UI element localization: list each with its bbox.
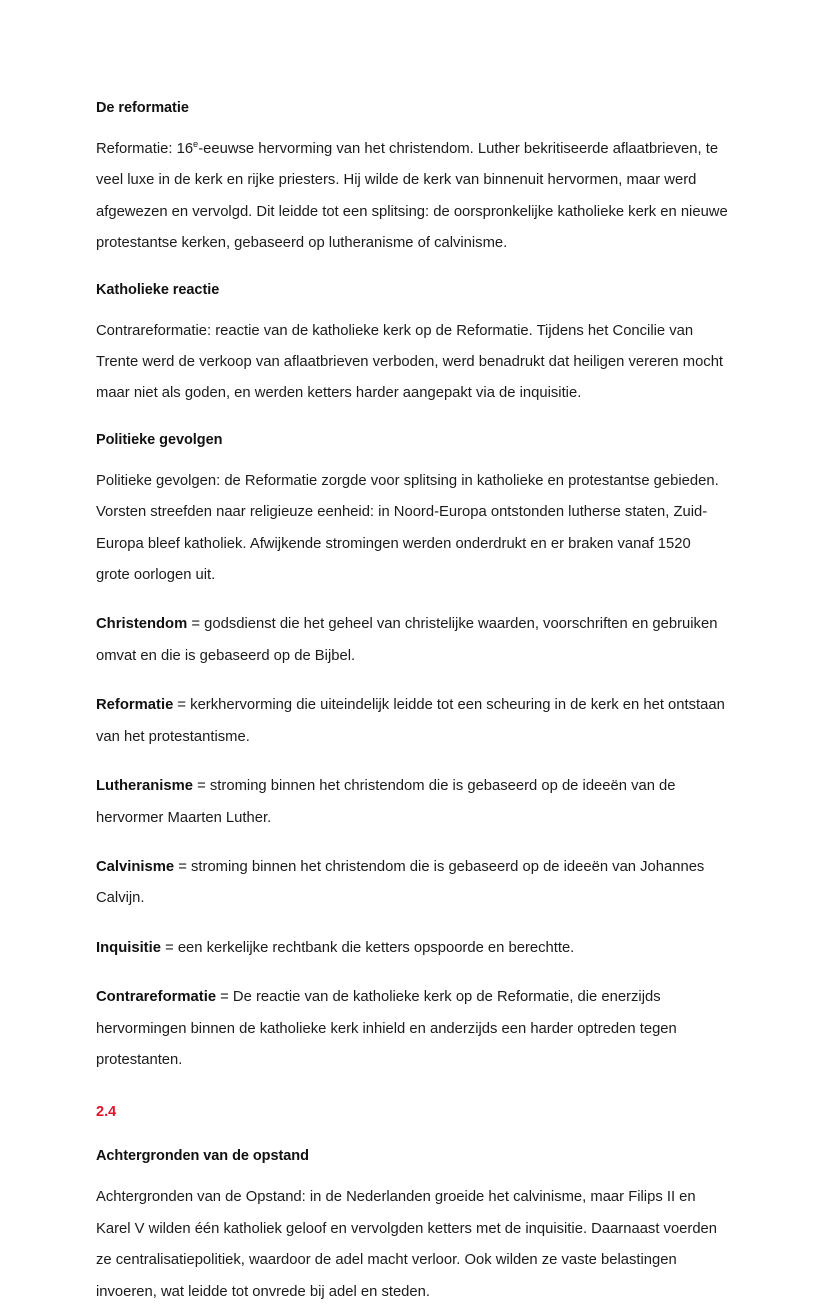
definition-text: = godsdienst die het geheel van christelijke waarden, voorschriften en gebruiken omvat en die is gebaseerd op de Bijbel. [96, 616, 718, 664]
definition-term: Calvinisme [96, 858, 175, 875]
heading-katholieke-reactie: Katholieke reactie [96, 281, 220, 298]
definition-text: = stroming binnen het christendom die is gebaseerd op de ideeën van Johannes Calvijn. [96, 858, 705, 907]
definition-term: Inquisitie [96, 939, 161, 956]
paragraph-katholieke-reactie: Contrareformatie: reactie van de katholieke kerk op de Reformatie. Tijdens het Concilie van Trente werd de verkoop van aflaatbrieven verboden, werd benadrukt dat heiligen vereren mocht maar niet als goden, en werden ketters harder aangepakt via de inquisitie. [96, 322, 724, 402]
heading-de-reformatie: De reformatie [96, 100, 189, 116]
paragraph-de-reformatie [96, 134, 728, 260]
definition-term: Christendom [96, 616, 188, 633]
definition-item [96, 852, 728, 915]
definition-term: Lutheranisme [96, 778, 194, 795]
definition-item [96, 771, 728, 834]
definition-term: Reformatie [96, 697, 174, 714]
paragraph-achtergronden-van-de-opstand: Achtergronden van de Opstand: in de Nederlanden groeide het calvinisme, maar Filips II en Karel V wilden één katholiek geloof en vervolgden ketters met de inquisitie. Daarnaast voerden ze centralisatiepolitiek, waardoor de adel macht verloor. Ook wilden ze vaste belastingen invoeren, wat leidde tot onvrede bij adel en steden. [96, 1189, 718, 1300]
definition-item [96, 690, 728, 753]
heading-politieke-gevolgen: Politieke gevolgen [96, 431, 223, 448]
paragraph-politieke-gevolgen: Politieke gevolgen: de Reformatie zorgde voor splitsing in katholieke en protestantse gebieden. Vorsten streefden naar religieuze eenheid: in Noord-Europa ontstonden lutherse staten, Zuid-Europa bleef katholiek. Afwijkende stromingen werden onderdrukt en er braken vanaf 1520 grote oorlogen uit. [96, 472, 719, 584]
definition-item [96, 609, 728, 672]
superscript-ordinal: e [193, 139, 199, 150]
heading-achtergronden-van-de-opstand: Achtergronden van de opstand [96, 1148, 309, 1165]
paragraph-text-prefix: Reformatie: 16 [96, 141, 194, 157]
definition-text: = een kerkelijke rechtbank die ketters opspoorde en berechtte. [165, 939, 575, 956]
definition-term: Contrareformatie [96, 989, 217, 1006]
definition-text: = De reactie van de katholieke kerk op de Reformatie, die enerzijds hervormingen binnen de katholieke kerk inhield en anderzijds een harder optreden tegen protestanten. [96, 989, 677, 1068]
definition-item [96, 982, 728, 1076]
paragraph-text-suffix: -eeuwse hervorming van het christendom. Luther bekritiseerde aflaatbrieven, te veel luxe in de kerk en rijke priesters. Hij wilde de kerk van binnenuit hervormen, maar werd afgewezen en vervolgd. Dit leidde tot een splitsing: de oorspronkelijke katholieke kerk en nieuwe protestantse kerken, gebaseerd op lutheranisme of calvinisme. [96, 141, 728, 252]
document-content [96, 98, 728, 1308]
section-number-heading: 2.4 [96, 1104, 117, 1121]
definition-item [96, 933, 728, 964]
definition-text: = stroming binnen het christendom die is gebaseerd op de ideeën van de hervormer Maarten Luther. [96, 778, 676, 826]
definition-text: = kerkhervorming die uiteindelijk leidde tot een scheuring in de kerk en het ontstaan van het protestantisme. [96, 697, 725, 745]
